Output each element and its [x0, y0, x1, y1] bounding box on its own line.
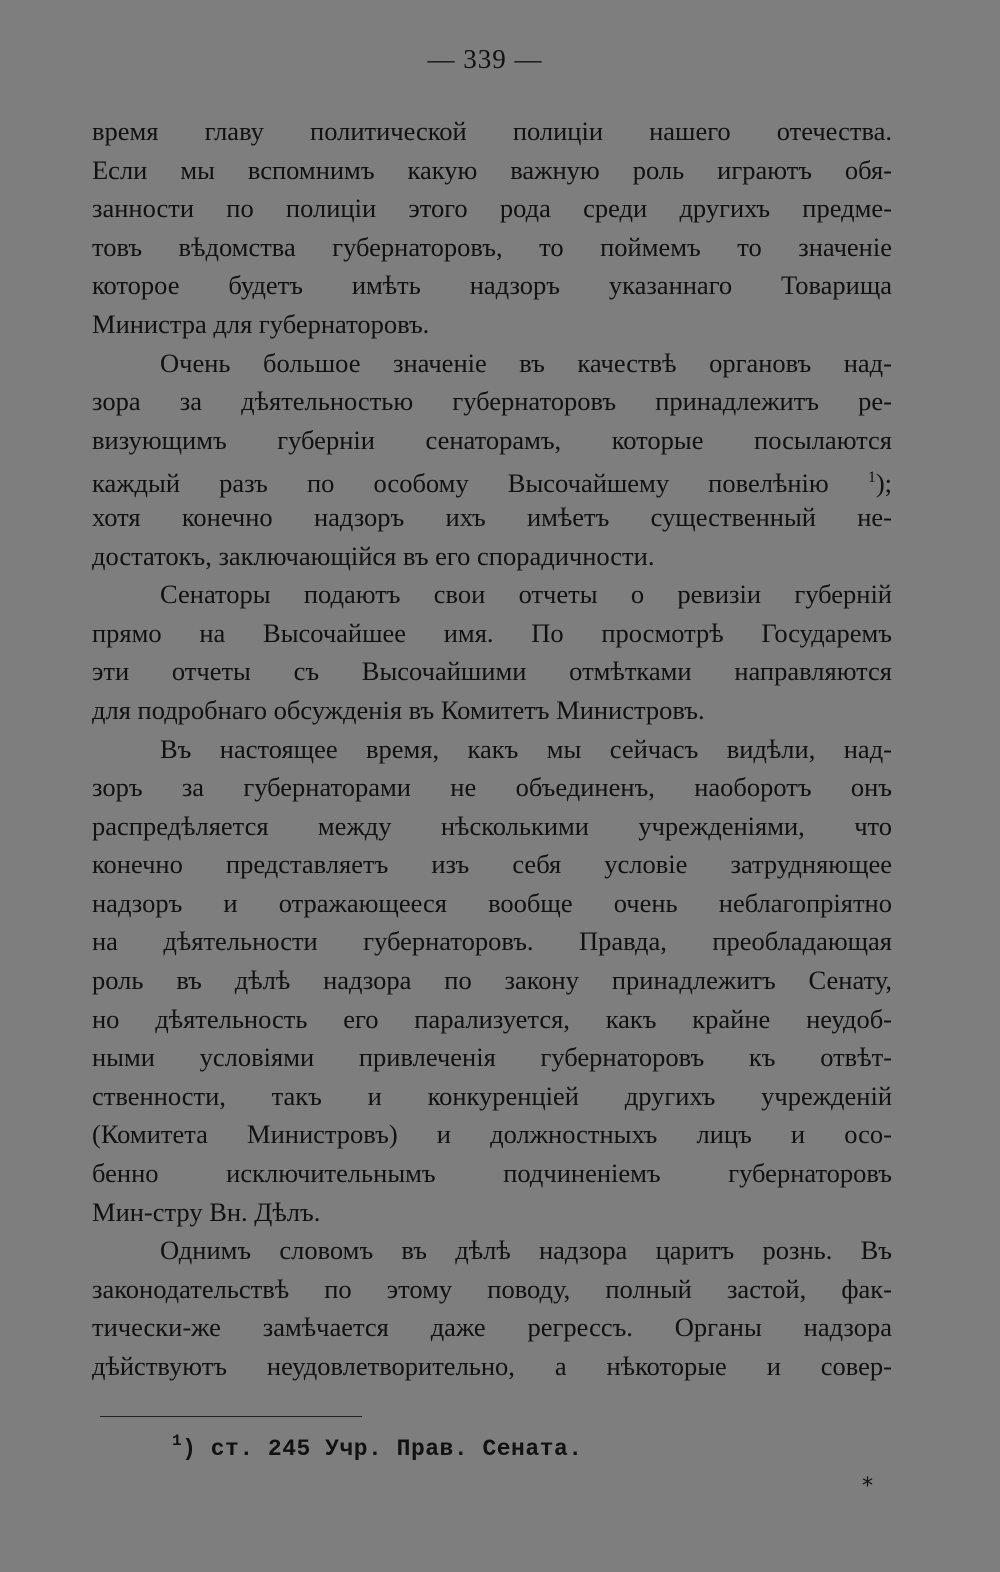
- text-line: конечно представляетъ изъ себя условiе затрудняющее: [92, 849, 892, 880]
- text-line: хотя конечно надзоръ ихъ имѣетъ существенный не-: [92, 501, 892, 532]
- text-line: ными условiями привлеченiя губернаторовъ къ отвѣт-: [92, 1042, 892, 1073]
- text-line: Если мы вспомнимъ какую важную роль играютъ обя-: [92, 154, 892, 185]
- footnote-divider: [100, 1416, 362, 1417]
- text-line: которое будетъ имѣть надзоръ указаннаго Товарища: [92, 270, 892, 301]
- body-text: [92, 112, 892, 1386]
- text-line-with-footnote-ref: [92, 459, 892, 498]
- asterisk-mark: *: [862, 1474, 873, 1499]
- text-line: надзоръ и отражающееся вообще очень неблагопрiятно: [92, 887, 892, 918]
- text-line: ственности, такъ и конкуренцiей другихъ учрежденiй: [92, 1080, 892, 1111]
- footnote-ref-suffix: );: [875, 468, 893, 499]
- footnote-marker: 1: [172, 1432, 183, 1450]
- text-line: на дѣятельности губернаторовъ. Правда, преобладающая: [92, 926, 892, 957]
- text-line: эти отчеты съ Высочайшими отмѣтками направляются: [92, 656, 892, 687]
- text-line: для подробнаго обсужденiя въ Комитетъ Министровъ.: [92, 694, 705, 725]
- footnote-text: ) ст. 245 Учр. Прав. Сената.: [182, 1436, 583, 1462]
- text-line: достатокъ, заключающiйся въ его спорадичности.: [92, 540, 655, 571]
- text-line: время главу политической полицiи нашего отечества.: [92, 116, 892, 146]
- text-line: занности по полицiи этого рода среди другихъ предме-: [92, 193, 892, 224]
- text-line: прямо на Высочайшее имя. По просмотрѣ Государемъ: [92, 617, 892, 648]
- text-segment: каждый разъ по особому Высочайшему повелѣнiю: [92, 468, 829, 499]
- text-line: роль въ дѣлѣ надзора по закону принадлежитъ Сенату,: [92, 965, 892, 996]
- text-line: Мин-стру Вн. Дѣлъ.: [92, 1196, 321, 1227]
- text-line: Очень большое значенiе въ качествѣ органовъ над-: [160, 347, 892, 378]
- footnote-ref: 1: [867, 469, 876, 487]
- text-line: товъ вѣдомства губернаторовъ, то поймемъ то значенiе: [92, 231, 892, 262]
- text-line: тически-же замѣчается даже регрессъ. Органы надзора: [92, 1312, 892, 1343]
- text-line: Сенаторы подаютъ свои отчеты о ревизiи губернiй: [160, 579, 892, 610]
- text-line: визующимъ губернiи сенаторамъ, которые посылаются: [92, 424, 892, 455]
- text-line: дѣйствуютъ неудовлетворительно, а нѣкоторые и совер-: [92, 1351, 892, 1381]
- text-line: зора за дѣятельностью губернаторовъ принадлежитъ ре-: [92, 386, 892, 417]
- text-line: зоръ за губернаторами не объединенъ, наоборотъ онъ: [92, 772, 892, 803]
- text-line: законодательствѣ по этому поводу, полный застой, фак-: [92, 1273, 892, 1304]
- text-line: распредѣляется между нѣсколькими учрежденiями, что: [92, 810, 892, 841]
- text-line: Однимъ словомъ въ дѣлѣ надзора царитъ рознь. Въ: [160, 1235, 892, 1266]
- text-line: (Комитета Министровъ) и должностныхъ лицъ и осо-: [92, 1119, 892, 1150]
- text-line: Въ настоящее время, какъ мы сейчасъ видѣли, над-: [160, 733, 892, 764]
- text-line: но дѣятельность его парализуется, какъ крайне неудоб-: [92, 1003, 892, 1034]
- page-number: — 339 —: [427, 44, 543, 74]
- text-line: Министра для губернаторовъ.: [92, 308, 430, 339]
- footnote: [172, 1432, 583, 1462]
- text-line: бенно исключительнымъ подчиненiемъ губернаторовъ: [92, 1158, 892, 1189]
